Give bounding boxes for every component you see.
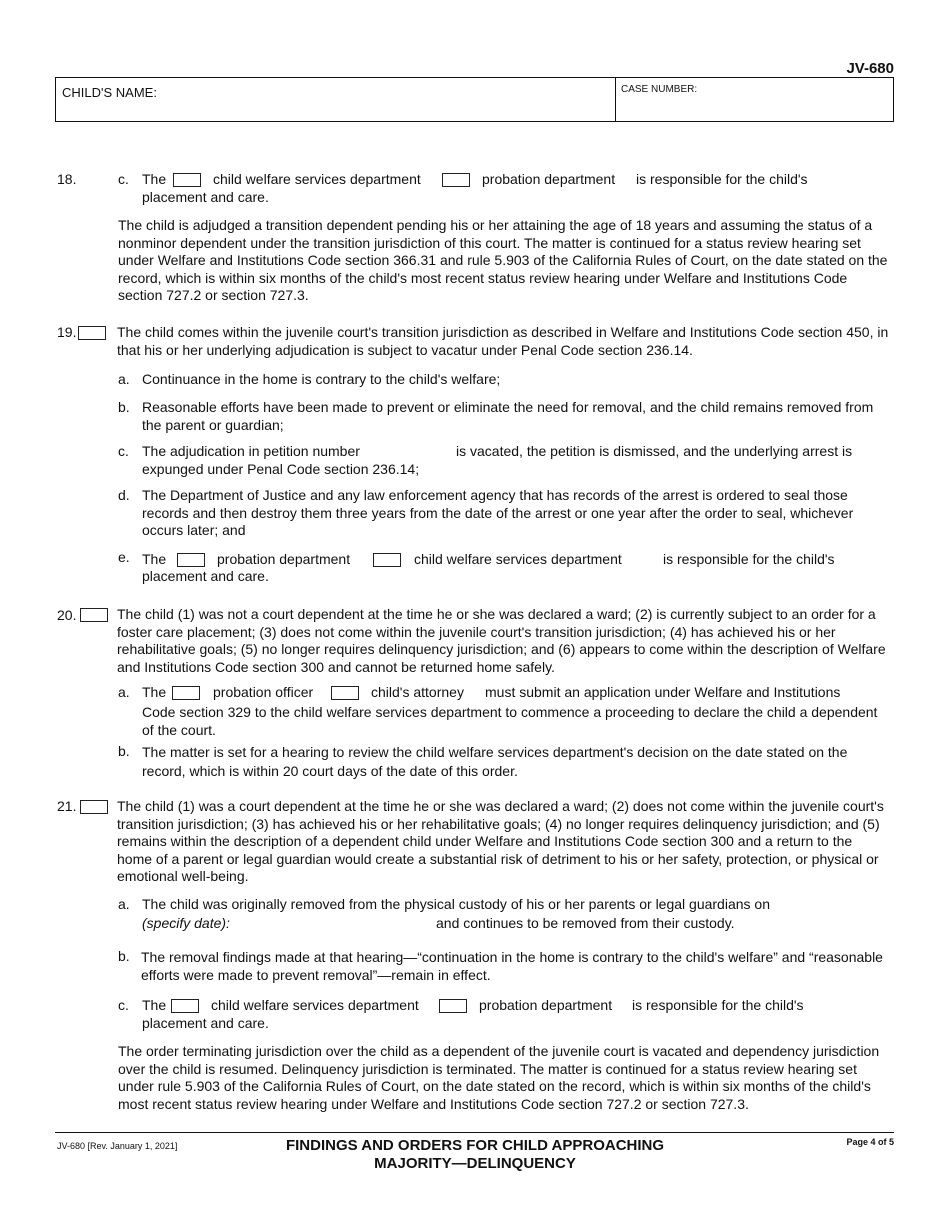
item-21a-text1: The child was originally removed from the physical custody of his or her parents or legal guardians on — [142, 896, 770, 912]
item-19c-letter: c. — [118, 443, 129, 459]
item-19e-cws-checkbox[interactable] — [373, 553, 401, 567]
item-20-number: 20. — [57, 607, 77, 623]
item-20-intro: The child (1) was not a court dependent at the time he or she was declared a ward; (2) is currently subject to an order for a foster care placement; (3) does not come within the juvenile court's transition jurisdiction; (4) has achieved his or her rehabilitative goals; (5) no longer requires delinquency jurisdiction; and (6) appears to come within the description of Welfare and Institutions Code section 300 and cannot be returned home safely. — [117, 606, 886, 675]
item-21a-text2: and continues to be removed from their custody. — [436, 915, 735, 931]
item-21-paragraph: The order terminating jurisdiction over the child as a dependent of the juvenile court is vacated and dependency jurisdiction over the child is resumed. Delinquency jurisdiction is terminated. The matter is continued for a status review hearing set under rule 5.903 of the California Rules of Court, on the date stated on the record, which is within six months of the child's most recent status review hearing under Welfare and Institutions Code section 727.2 or section 727.3. — [118, 1043, 880, 1112]
item-21c-opt1: child welfare services department — [211, 997, 419, 1013]
item-19e-tail2: placement and care. — [142, 568, 269, 584]
item-21b-text: The removal findings made at that hearing—“continuation in the home is contrary to the child's welfare” and “reasonable efforts were made to prevent removal”—remain in effect. — [141, 949, 883, 983]
form-id: JV-680 — [846, 60, 894, 77]
item-19e-probation-checkbox[interactable] — [177, 553, 205, 567]
item-21-checkbox[interactable] — [80, 800, 108, 814]
item-18-number: 18. — [57, 171, 77, 187]
item-19e-letter: e. — [118, 549, 130, 565]
item-20a-tail: must submit an application under Welfare and Institutions — [485, 684, 841, 700]
item-19a-letter: a. — [118, 371, 130, 387]
item-21c-the: The — [142, 997, 167, 1013]
item-21c-tail: is responsible for the child's — [632, 997, 804, 1013]
item-19c-text2: is vacated, the petition is dismissed, and the underlying arrest is — [456, 443, 853, 459]
item-20a-opt2: child's attorney — [371, 684, 464, 700]
item-21a-specify: (specify date): — [142, 915, 230, 931]
item-21b-letter: b. — [118, 948, 130, 964]
item-20a-the: The — [142, 684, 167, 700]
item-18c-cws-checkbox[interactable] — [173, 173, 201, 187]
form-revision: JV-680 [Rev. January 1, 2021] — [57, 1141, 178, 1151]
item-19d-text: The Department of Justice and any law enforcement agency that has records of the arrest is ordered to seal those records and then destroy them three years from the date of the arrest or one year after the order to seal, whichever occurs later; and — [142, 487, 854, 538]
form-title — [250, 1137, 700, 1173]
item-21c-cws-checkbox[interactable] — [171, 999, 199, 1013]
item-18c-opt2: probation department — [482, 171, 616, 187]
item-21c-opt2: probation department — [479, 997, 613, 1013]
item-19-checkbox[interactable] — [78, 326, 106, 340]
item-18c-the: The — [142, 171, 167, 187]
item-20a-attorney-checkbox[interactable] — [331, 686, 359, 700]
item-19c-text1: The adjudication in petition number — [142, 443, 360, 459]
page-number: Page 4 of 5 — [846, 1137, 894, 1147]
item-19b-text: Reasonable efforts have been made to prevent or eliminate the need for removal, and the child remains removed from the parent or guardian; — [142, 399, 874, 433]
item-21-number: 21. — [57, 798, 77, 814]
item-18c-tail2: placement and care. — [142, 189, 269, 205]
item-19-intro: The child comes within the juvenile court's transition jurisdiction as described in Welfare and Institutions Code section 450, in that his or her underlying adjudication is subject to vacatur under Penal Code section 236.14. — [117, 324, 889, 358]
item-20a-letter: a. — [118, 684, 130, 700]
item-20b-letter: b. — [118, 743, 130, 759]
item-19e-the: The — [142, 551, 167, 567]
item-19d-letter: d. — [118, 487, 130, 503]
item-21-intro: The child (1) was a court dependent at the time he or she was declared a ward; (2) does not come within the juvenile court's transition jurisdiction; (3) has achieved his or her rehabilitative goals; (4) no longer requires delinquency jurisdiction; and (5) remains within the description of a dependent child under Welfare and Institutions Code section 300 and a return to the home of a parent or legal guardian would create a substantial risk of detriment to his or her safety, protection, or physical or emotional well-being. — [117, 798, 884, 884]
item-19-number: 19. — [57, 324, 77, 340]
item-21c-probation-checkbox[interactable] — [439, 999, 467, 1013]
item-18c-letter: c. — [118, 171, 129, 187]
item-20b-text: The matter is set for a hearing to review the child welfare services department's decision on the date stated on the record, which is within 20 court days of the date of this order. — [142, 744, 848, 779]
item-18c-probation-checkbox[interactable] — [442, 173, 470, 187]
form-title-line1: FINDINGS AND ORDERS FOR CHILD APPROACHING — [285, 1137, 665, 1154]
item-21c-letter: c. — [118, 997, 129, 1013]
case-number-label: CASE NUMBER: — [621, 84, 698, 95]
item-21c-tail2: placement and care. — [142, 1015, 269, 1031]
item-20a-rest: Code section 329 to the child welfare services department to commence a proceeding to declare the child a dependent of the court. — [142, 704, 878, 738]
item-18c-opt1: child welfare services department — [213, 171, 421, 187]
item-20-checkbox[interactable] — [80, 608, 108, 622]
item-19a-text: Continuance in the home is contrary to the child's welfare; — [142, 371, 501, 387]
item-18-paragraph: The child is adjudged a transition dependent pending his or her attaining the age of 18 years and assuming the status of a nonminor dependent under the transition jurisdiction of this court. The matter is continued for a status review hearing set under Welfare and Institutions Code section 366.31 and rule 5.903 of the California Rules of Court, on the date stated on the record, which is within six months of the child's most recent status review hearing under Welfare and Institutions Code section 727.2 or section 727.3. — [118, 217, 888, 303]
item-19c-text3: expunged under Penal Code section 236.14; — [142, 461, 420, 477]
child-name-label: CHILD'S NAME: — [62, 85, 157, 100]
item-18c-tail: is responsible for the child's — [636, 171, 808, 187]
item-19e-opt1: probation department — [217, 551, 351, 567]
item-19e-tail: is responsible for the child's — [663, 551, 835, 567]
item-20a-opt1: probation officer — [213, 684, 314, 700]
footer-rule — [55, 1132, 894, 1133]
item-19b-letter: b. — [118, 399, 130, 415]
form-title-line2: MAJORITY—DELINQUENCY — [374, 1155, 576, 1172]
item-20a-probation-officer-checkbox[interactable] — [172, 686, 200, 700]
item-21a-letter: a. — [118, 896, 130, 912]
caption-box — [55, 77, 894, 122]
item-19e-opt2: child welfare services department — [414, 551, 622, 567]
